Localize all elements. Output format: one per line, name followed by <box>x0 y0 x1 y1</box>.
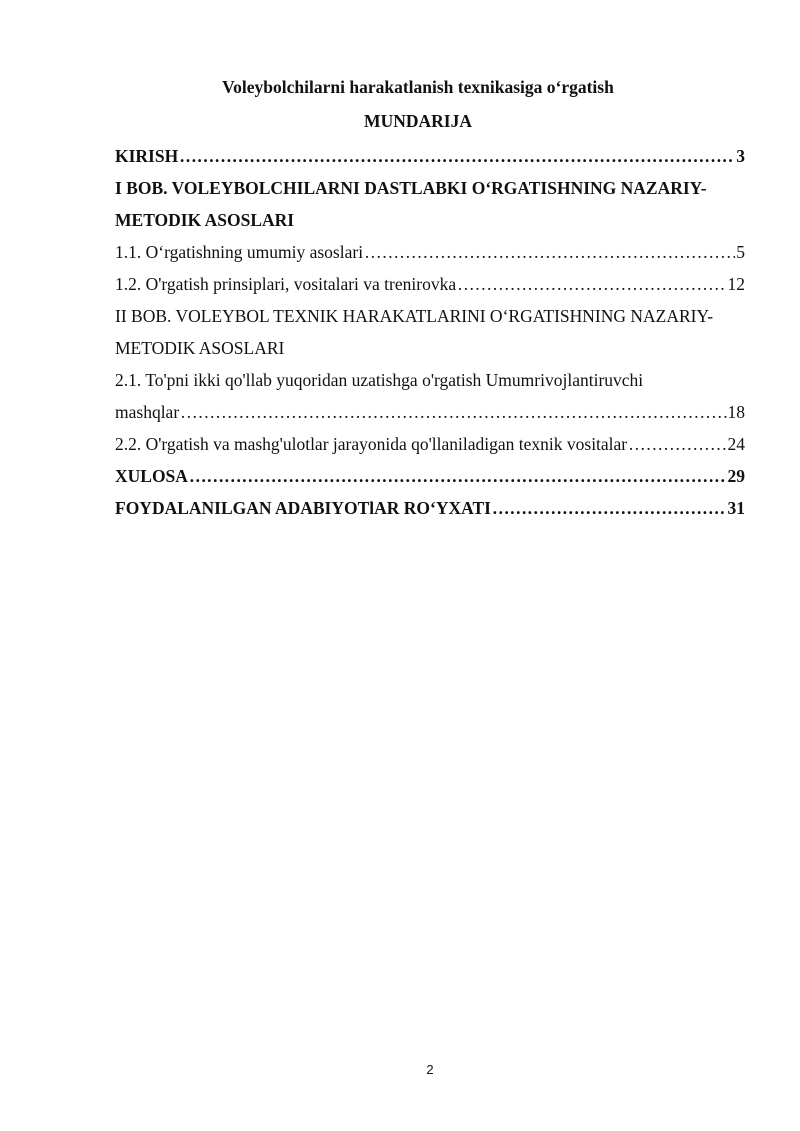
toc-leader-dots <box>189 460 727 492</box>
table-of-contents <box>115 140 745 524</box>
toc-entry-text: KIRISH <box>115 146 179 166</box>
toc-entry-2-1-last-line <box>115 396 745 428</box>
chapter-heading-line: METODIK ASOSLARI <box>115 338 285 358</box>
toc-entry-1-1[interactable] <box>115 236 745 268</box>
toc-page-number: 18 <box>727 402 745 422</box>
toc-page-number: 24 <box>727 434 745 454</box>
toc-page-number: 29 <box>727 466 745 486</box>
toc-entry-2-1[interactable] <box>115 364 745 428</box>
toc-heading: MUNDARIJA <box>364 111 472 131</box>
toc-entry-text: XULOSA <box>115 466 188 486</box>
toc-leader-dots <box>492 492 727 524</box>
toc-entry-text: 1.2. O'rgatish prinsiplari, vositalari va trenirovka <box>115 274 457 294</box>
toc-leader-dots <box>628 428 726 460</box>
toc-entry-adabiyotlar[interactable] <box>115 492 745 524</box>
toc-leader-dots <box>364 236 735 268</box>
chapter-heading-line: II BOB. VOLEYBOL TEXNIK HARAKATLARINI O‘RGATISHNING NAZARIY- <box>115 306 714 326</box>
toc-leader-dots <box>457 268 726 300</box>
toc-entry-text: mashqlar <box>115 402 180 422</box>
toc-entry-text: 2.2. O'rgatish va mashg'ulotlar jarayonida qo'llaniladigan texnik vositalar <box>115 434 628 454</box>
toc-page-number: 12 <box>727 274 745 294</box>
toc-page-number: 3 <box>736 146 745 166</box>
toc-entry-text: FOYDALANILGAN ADABIYOTlAR RO‘YXATI <box>115 498 491 518</box>
document-title: Voleybolchilarni harakatlanish texnikasiga o‘rgatish <box>222 77 614 97</box>
toc-entry-xulosa[interactable] <box>115 460 745 492</box>
toc-entry-1-2[interactable] <box>115 268 745 300</box>
toc-page-number: 31 <box>727 498 745 518</box>
chapter-heading-line: I BOB. VOLEYBOLCHILARNI DASTLABKI O‘RGATISHNING NAZARIY- <box>115 178 707 198</box>
toc-entry-chapter-2[interactable] <box>115 300 745 364</box>
page-number: 2 <box>426 1062 434 1077</box>
toc-leader-dots <box>179 140 735 172</box>
toc-entry-chapter-1[interactable] <box>115 172 745 236</box>
toc-entry-text: 1.1. O‘rgatishning umumiy asoslari <box>115 242 364 262</box>
toc-entry-kirish[interactable] <box>115 140 745 172</box>
toc-leader-dots <box>180 396 726 428</box>
toc-page-number: 5 <box>736 242 745 262</box>
toc-entry-2-2[interactable] <box>115 428 745 460</box>
chapter-heading-line: METODIK ASOSLARI <box>115 210 295 230</box>
toc-entry-text-line: 2.1. To'pni ikki qo'llab yuqoridan uzatishga o'rgatish Umumrivojlantiruvchi <box>115 370 644 390</box>
